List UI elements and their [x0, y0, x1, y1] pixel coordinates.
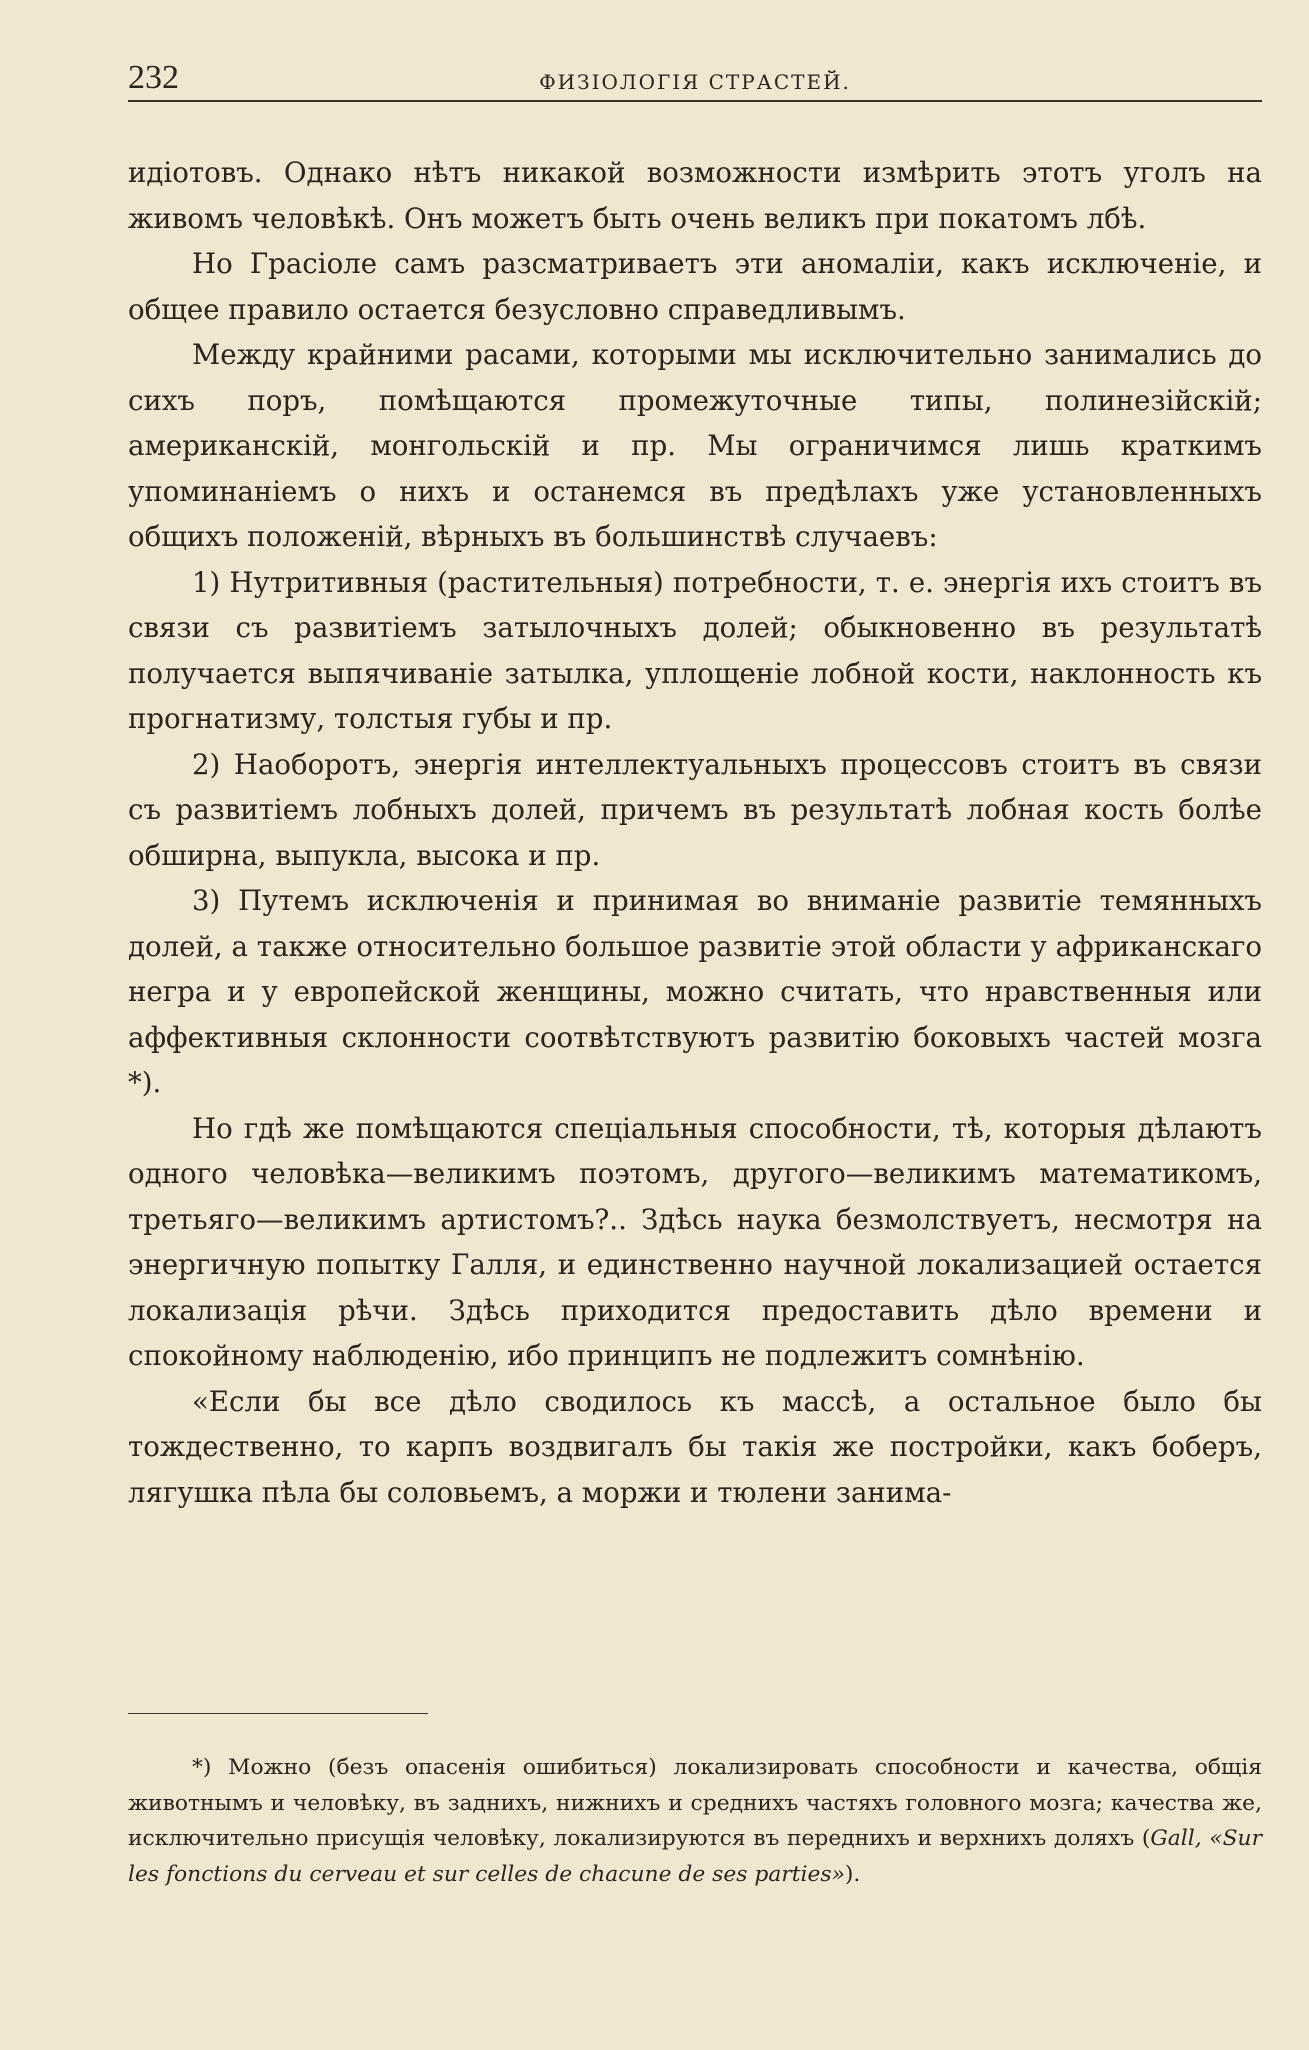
paragraph-2: Но Грасіоле самъ разсматриваетъ эти аномаліи, какъ исключеніе, и общее правило остается безусловно справедливымъ.	[128, 247, 1262, 326]
paragraph-3: Между крайними расами, которыми мы исключительно занимались до сихъ поръ, помѣщаются промежуточные типы, полинезійскій; американскій, монгольскій и пр. Мы ограничимся лишь краткимъ упоминаніемъ о нихъ и останемся въ предѣлахъ уже установленныхъ общихъ положеній, вѣрныхъ въ большинствѣ случаевъ:	[128, 338, 1262, 553]
paragraph-6: 3) Путемъ исключенія и принимая во вниманіе развитіе темянныхъ долей, а также относительно большое развитіе этой области у африканскаго негра и у европейской женщины, можно считать, что нравственныя или аффективныя склонности соотвѣтствуютъ развитію боковыхъ частей мозга *).	[128, 884, 1262, 1099]
paragraph-1: идіотовъ. Однако нѣтъ никакой возможности измѣрить этотъ уголъ на живомъ человѣкѣ. Онъ можетъ быть очень великъ при покатомъ лбѣ.	[128, 156, 1262, 235]
footnote-citation: Gall, «Sur les fonctions du cerveau et sur celles de chacune de ses parties»	[128, 1826, 1262, 1887]
footnote-closing: ).	[844, 1861, 861, 1887]
page-number: 232	[128, 59, 179, 96]
paragraph-5: 2) Наоборотъ, энергія интеллектуальныхъ процессовъ стоитъ въ связи съ развитіемъ лобныхъ долей, причемъ въ результатѣ лобная кость болѣе обширна, выпукла, высока и пр.	[128, 747, 1262, 872]
footnote-paragraph	[128, 1750, 1262, 1892]
footnote-divider	[128, 1713, 428, 1714]
footnote	[128, 1750, 1262, 1892]
paragraph-7: Но гдѣ же помѣщаются спеціальныя способности, тѣ, которыя дѣлаютъ одного человѣка—великимъ поэтомъ, другого—великимъ математикомъ, третьяго—великимъ артистомъ?.. Здѣсь наука безмолствуетъ, несмотря на энергичную попытку Галля, и единственно научной локализацией остается локализація рѣчи. Здѣсь приходится предоставить дѣло времени и спокойному наблюденію, ибо принципъ не подлежитъ сомнѣнію.	[128, 1111, 1262, 1372]
paragraph-4: 1) Нутритивныя (растительныя) потребности, т. е. энергія ихъ стоитъ въ связи съ развитіемъ затылочныхъ долей; обыкновенно въ результатѣ получается выпячиваніе затылка, уплощеніе лобной кости, наклонность къ прогнатизму, толстыя губы и пр.	[128, 565, 1262, 735]
page-header	[128, 58, 1262, 102]
body-text	[128, 150, 1262, 1515]
footnote-text: *) Можно (безъ опасенія ошибиться) локализировать способности и качества, общія животнымъ и человѣку, въ заднихъ, нижнихъ и среднихъ частяхъ головного мозга; качества же, исключительно присущія человѣку, локализируются въ переднихъ и верхнихъ доляхъ (	[128, 1755, 1262, 1851]
paragraph-8: «Если бы все дѣло сводилось къ массѣ, а остальное было бы тождественно, то карпъ воздвигалъ бы такія же постройки, какъ боберъ, лягушка пѣла бы соловьемъ, а моржи и тюлени занима-	[128, 1384, 1262, 1509]
running-title: ФИЗІОЛОГІЯ СТРАСТЕЙ.	[539, 70, 851, 94]
